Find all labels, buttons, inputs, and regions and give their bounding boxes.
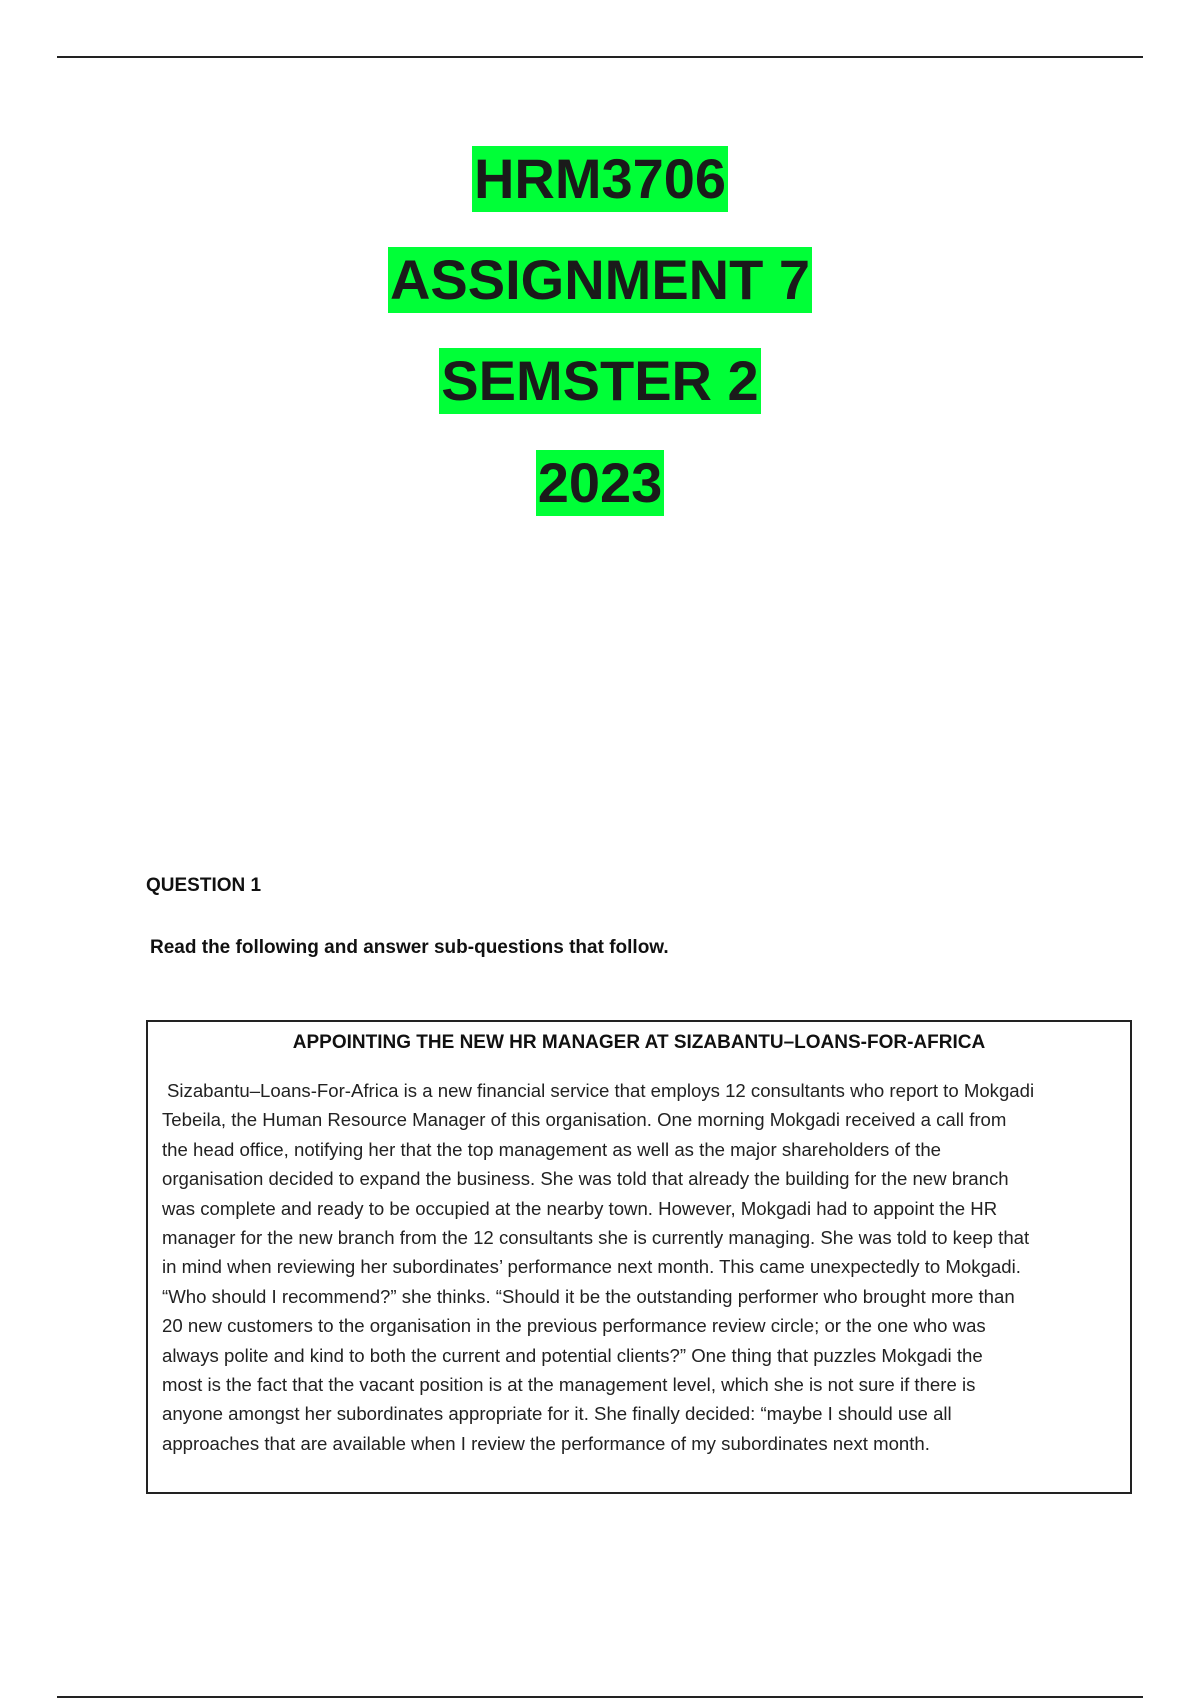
- semester-line: [0, 348, 1200, 414]
- year-title: 2023: [537, 451, 663, 514]
- course-code-line: [0, 146, 1200, 212]
- case-study-line: manager for the new branch from the 12 consultants she is currently managing. She was told to keep that: [162, 1227, 1030, 1249]
- case-study-body: [162, 1076, 1122, 1458]
- course-code: HRM3706: [473, 147, 727, 210]
- case-study-line: was complete and ready to be occupied at the nearby town. However, Mokgadi had to appoint the HR: [162, 1197, 998, 1219]
- case-study-line: in mind when reviewing her subordinates’ performance next month. This came unexpectedly to Mokgadi.: [162, 1256, 1021, 1278]
- case-study-line: approaches that are available when I review the performance of my subordinates next month.: [162, 1432, 930, 1454]
- case-study-box: [146, 1020, 1132, 1494]
- case-study-line: anyone amongst her subordinates appropriate for it. She finally decided: “maybe I should use all: [162, 1403, 952, 1425]
- bottom-rule: [57, 1696, 1143, 1698]
- case-study-line: 20 new customers to the organisation in the previous performance review circle; or the one who was: [162, 1315, 986, 1337]
- case-study-title: APPOINTING THE NEW HR MANAGER AT SIZABANTU–LOANS-FOR-AFRICA: [292, 1032, 986, 1053]
- case-study-line: Sizabantu–Loans-For-Africa is a new financial service that employs 12 consultants who report to Mokgadi: [167, 1080, 1035, 1101]
- case-study-line: Tebeila, the Human Resource Manager of this organisation. One morning Mokgadi received a call from: [162, 1109, 1007, 1131]
- case-study-line: the head office, notifying her that the top management as well as the major shareholders of the: [162, 1138, 942, 1160]
- year-line: [0, 450, 1200, 516]
- assignment-line: [0, 247, 1200, 313]
- top-rule: [57, 56, 1143, 58]
- case-study-line: “Who should I recommend?” she thinks. “Should it be the outstanding performer who brought more than: [162, 1285, 1015, 1307]
- case-study-line: always polite and kind to both the current and potential clients?” One thing that puzzles Mokgadi the: [162, 1344, 983, 1366]
- assignment-title: ASSIGNMENT 7: [389, 248, 811, 311]
- case-study-line: most is the fact that the vacant position is at the management level, which she is not sure if there is: [162, 1374, 976, 1396]
- question-instruction: Read the following and answer sub-questions that follow.: [150, 937, 669, 958]
- semester-title: SEMSTER 2: [441, 349, 759, 412]
- case-study-line: organisation decided to expand the business. She was told that already the building for the new branch: [162, 1168, 1009, 1190]
- question-heading: QUESTION 1: [146, 875, 262, 896]
